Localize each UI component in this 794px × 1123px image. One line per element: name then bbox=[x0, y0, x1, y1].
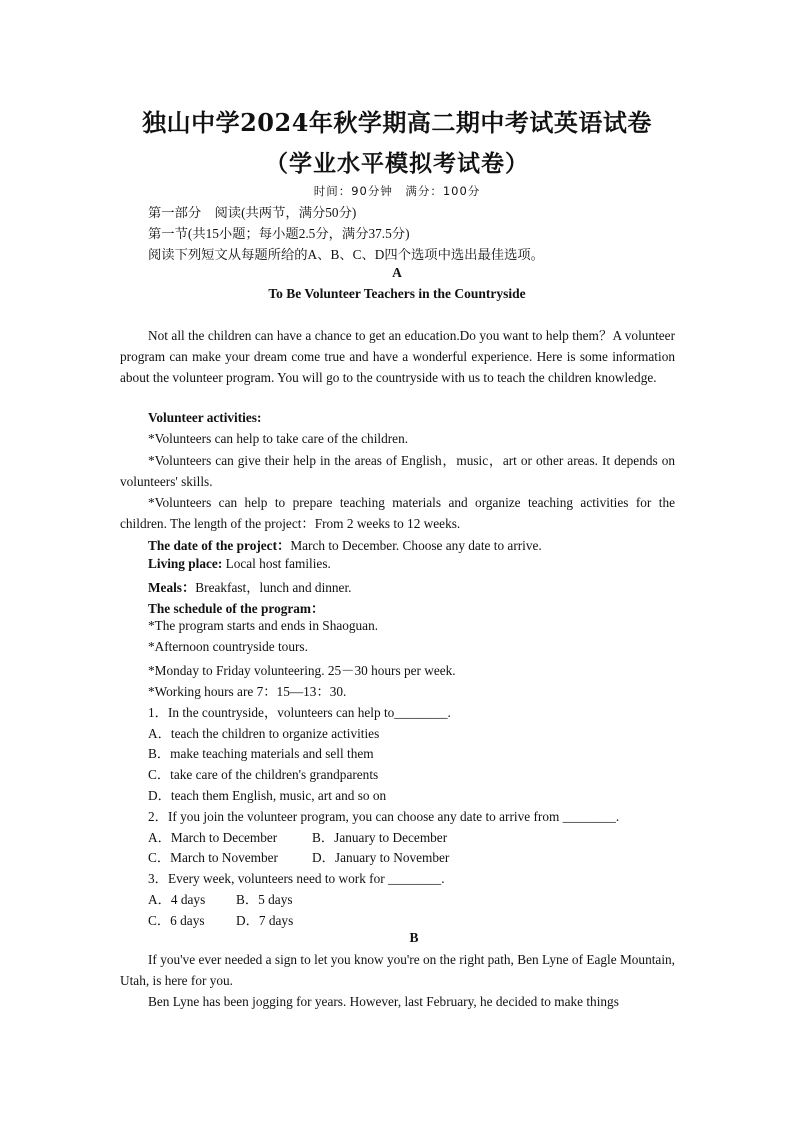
time-score-info: 时间：90分钟 满分：100分 bbox=[313, 184, 481, 198]
meals bbox=[148, 577, 351, 596]
question-1-option-a[interactable]: A．teach the children to organize activities bbox=[148, 726, 380, 741]
living-place-label: Living place: bbox=[148, 556, 223, 571]
question-2-options-row-1 bbox=[148, 827, 447, 846]
activity-item: *Volunteers can help to take care of the children. bbox=[148, 431, 409, 446]
exam-title: 独山中学2024年秋学期高二期中考试英语试卷 bbox=[142, 108, 652, 137]
project-date-label: The date of the project： bbox=[148, 538, 291, 553]
living-place-value: Local host families. bbox=[225, 556, 331, 571]
living-place bbox=[148, 556, 331, 572]
question-1-stem: 1．In the countryside，volunteers can help to________. bbox=[148, 705, 451, 720]
question-3-option-d[interactable]: D．7 days bbox=[236, 913, 294, 928]
activity-item: *Volunteers can help to prepare teaching materials and organize teaching activities for the children. The length of the project：From 2 weeks to 12 weeks. bbox=[120, 495, 675, 531]
question-1-option-c[interactable]: C．take care of the children's grandparents bbox=[148, 767, 379, 782]
question-2-option-d[interactable]: D．January to November bbox=[312, 850, 450, 865]
question-2-stem: 2．If you join the volunteer program, you can choose any date to arrive from ________. bbox=[148, 809, 620, 824]
question-3-option-c[interactable]: C．6 days bbox=[148, 913, 205, 928]
question-2-option-c[interactable]: C．March to November bbox=[148, 850, 278, 865]
passage-b-letter: B bbox=[409, 930, 419, 945]
question-3-option-a[interactable]: A．4 days bbox=[148, 892, 206, 907]
project-date-value: March to December. Choose any date to arrive. bbox=[290, 538, 542, 553]
question-3-option-b[interactable]: B．5 days bbox=[236, 892, 293, 907]
section-heading: 第一节(共15小题；每小题2.5分，满分37.5分) bbox=[148, 226, 410, 241]
question-3-options-row-1 bbox=[148, 889, 293, 908]
meals-value: Breakfast，lunch and dinner. bbox=[195, 580, 352, 595]
activity-item: *Volunteers can give their help in the areas of English，music，art or other areas. It depends on volunteers' skills. bbox=[120, 453, 675, 489]
schedule-item: *Afternoon countryside tours. bbox=[148, 639, 308, 654]
passage-a-letter: A bbox=[392, 265, 402, 280]
schedule-item: *The program starts and ends in Shaoguan. bbox=[148, 618, 379, 633]
passage-a-intro: Not all the children can have a chance to get an education.Do you want to help them？A volunteer program can make your dream come true and have a wonderful experience. Here is some information about the volunteer program. You will go to the countryside with us to teach the children knowledge. bbox=[120, 328, 675, 385]
passage-a-title: To Be Volunteer Teachers in the Countryside bbox=[268, 286, 526, 301]
meals-label: Meals： bbox=[148, 580, 196, 595]
passage-b-paragraph-1: If you've ever needed a sign to let you know you're on the right path, Ben Lyne of Eagle Mountain, Utah, is here for you. bbox=[120, 952, 675, 988]
question-2-option-b[interactable]: B．January to December bbox=[312, 830, 448, 845]
question-1-option-b[interactable]: B．make teaching materials and sell them bbox=[148, 746, 374, 761]
exam-subtitle: （学业水平模拟考试卷） bbox=[265, 150, 529, 177]
schedule-item: *Monday to Friday volunteering. 25－30 hours per week. bbox=[148, 663, 456, 678]
question-3-options-row-2 bbox=[148, 910, 293, 929]
question-1-option-d[interactable]: D．teach them English, music, art and so on bbox=[148, 788, 387, 803]
directions: 阅读下列短文从每题所给的A、B、C、D四个选项中选出最佳选项。 bbox=[148, 247, 544, 262]
question-3-stem: 3．Every week, volunteers need to work for ________. bbox=[148, 871, 445, 886]
part-heading: 第一部分 阅读(共两节，满分50分) bbox=[148, 205, 357, 220]
schedule-item: *Working hours are 7：15—13：30. bbox=[148, 684, 347, 699]
passage-b-paragraph-2: Ben Lyne has been jogging for years. However, last February, he decided to make things bbox=[148, 994, 619, 1009]
activities-heading: Volunteer activities: bbox=[148, 410, 262, 425]
question-2-options-row-2 bbox=[148, 847, 449, 866]
schedule-heading: The schedule of the program： bbox=[148, 601, 325, 616]
question-2-option-a[interactable]: A．March to December bbox=[148, 830, 278, 845]
project-date bbox=[148, 535, 542, 554]
